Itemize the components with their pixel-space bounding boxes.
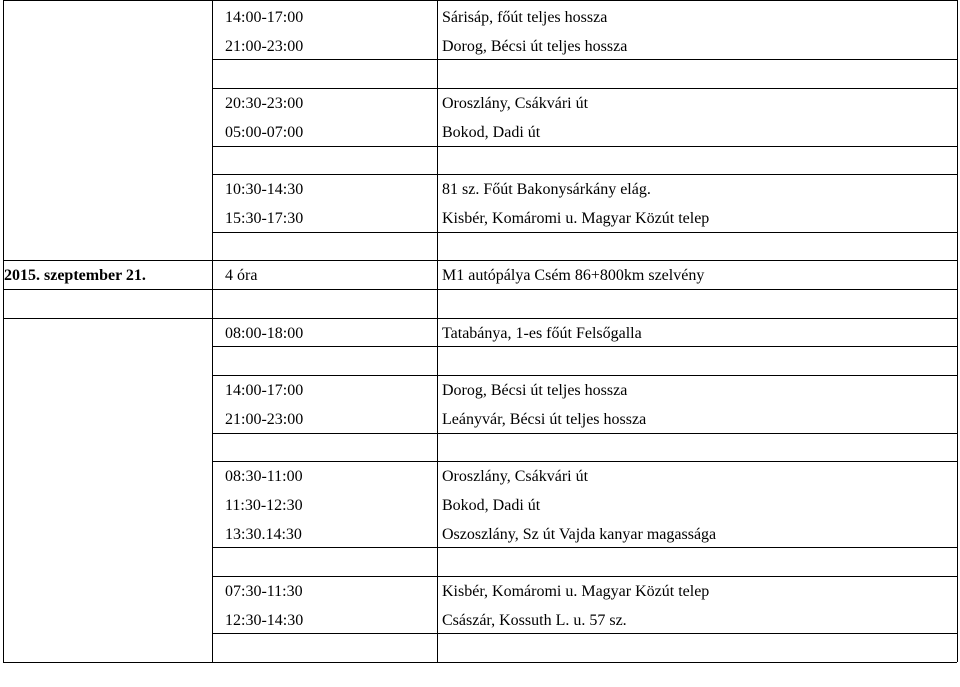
location-cell: Dorog, Bécsi út teljes hossza <box>442 382 628 400</box>
location-cell: Kisbér, Komáromi u. Magyar Közút telep <box>442 583 710 600</box>
blank-row <box>0 232 960 261</box>
location-cell: Leányvár, Bécsi út teljes hossza <box>442 410 647 428</box>
table-border-left <box>3 0 4 662</box>
location-cell: Sárisáp, főút teljes hossza <box>442 9 608 26</box>
table-row <box>0 31 960 60</box>
table-row <box>0 88 960 117</box>
table-row <box>0 203 960 232</box>
time-cell: 4 óra <box>225 267 258 285</box>
table-border-right <box>957 0 958 662</box>
time-cell: 20:30-23:00 <box>225 95 304 113</box>
location-cell: Bokod, Dadi út <box>442 496 541 514</box>
table-row <box>0 117 960 146</box>
table-row <box>0 605 960 634</box>
table-row <box>0 2 960 31</box>
time-cell: 05:00-07:00 <box>225 123 304 141</box>
time-cell: 08:00-18:00 <box>225 324 304 342</box>
blank-row <box>0 59 960 88</box>
blank-row <box>0 146 960 175</box>
location-cell: Tatabánya, 1-es főút Felsőgalla <box>442 324 642 342</box>
table-row <box>0 404 960 433</box>
blank-row <box>0 346 960 375</box>
table-border-bottom <box>3 662 957 663</box>
location-cell: Oroszlány, Csákvári út <box>442 468 589 486</box>
time-cell: 14:00-17:00 <box>225 9 304 26</box>
blank-row <box>0 547 960 576</box>
time-cell: 13:30.14:30 <box>225 525 302 543</box>
table-border-top <box>3 0 957 1</box>
time-cell: 11:30-12:30 <box>225 496 303 514</box>
time-cell: 10:30-14:30 <box>225 181 304 199</box>
blank-row <box>0 289 960 318</box>
time-cell: 21:00-23:00 <box>225 37 304 55</box>
location-cell: Kisbér, Komáromi u. Magyar Közút telep <box>442 209 710 227</box>
time-cell: 12:30-14:30 <box>225 611 304 629</box>
time-cell: 21:00-23:00 <box>225 410 304 428</box>
table-row <box>0 174 960 203</box>
location-cell: Bokod, Dadi út <box>442 123 541 141</box>
table-row <box>0 318 960 347</box>
column-divider <box>437 0 438 662</box>
table-row <box>0 519 960 548</box>
time-cell: 07:30-11:30 <box>225 583 303 600</box>
table-row <box>0 260 960 289</box>
time-cell: 08:30-11:00 <box>225 468 303 486</box>
location-cell: Oszoszlány, Sz út Vajda kanyar magassága <box>442 525 717 543</box>
table-row <box>0 461 960 490</box>
table-row <box>0 490 960 519</box>
location-cell: 81 sz. Főút Bakonysárkány elág. <box>442 181 651 199</box>
time-cell: 14:00-17:00 <box>225 382 304 400</box>
time-cell: 15:30-17:30 <box>225 209 304 227</box>
blank-row <box>0 433 960 462</box>
location-cell: Császár, Kossuth L. u. 57 sz. <box>442 611 627 629</box>
date-cell: 2015. szeptember 21. <box>4 267 146 285</box>
location-cell: M1 autópálya Csém 86+800km szelvény <box>442 267 705 285</box>
table-row <box>0 375 960 404</box>
blank-row <box>0 633 960 662</box>
location-cell: Oroszlány, Csákvári út <box>442 95 589 113</box>
location-cell: Dorog, Bécsi út teljes hossza <box>442 37 628 55</box>
column-divider <box>212 0 213 662</box>
table-row <box>0 576 960 605</box>
